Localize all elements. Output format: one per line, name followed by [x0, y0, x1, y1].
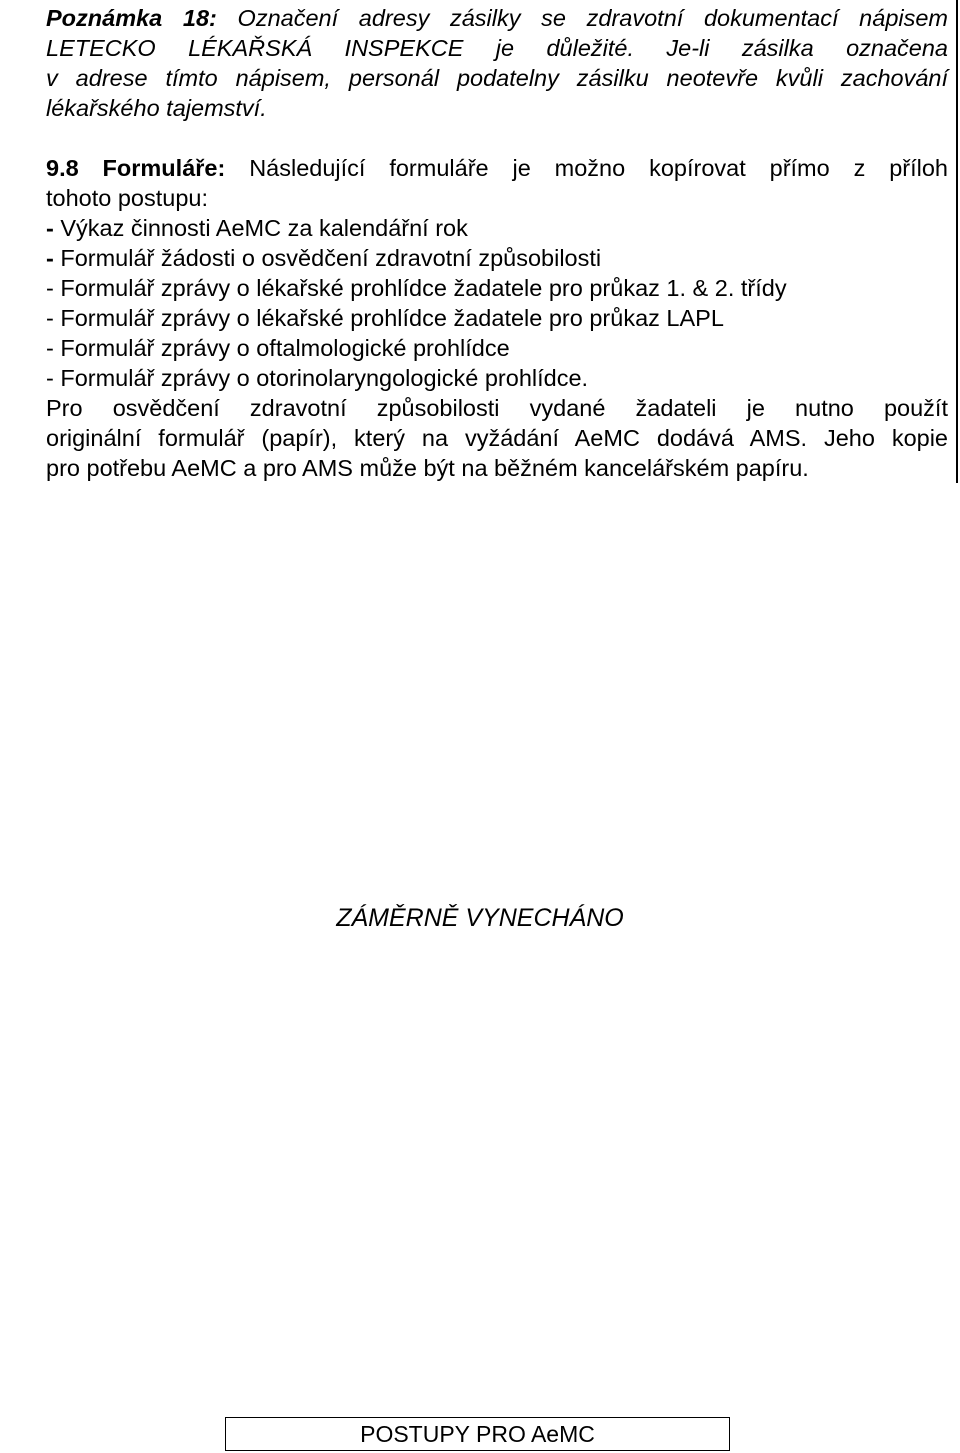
form-list-item: - Formulář zprávy o lékařské prohlídce žadatele pro průkaz 1. & 2. třídy	[46, 275, 787, 301]
closing-line-2: originální formulář (papír), který na vyžádání AeMC dodává AMS. Jeho kopie	[46, 425, 948, 451]
page-footer: POSTUPY PRO AeMC	[225, 1417, 730, 1451]
section-intro-line-2: tohoto postupu:	[46, 185, 209, 211]
section-9-8-forms	[46, 153, 948, 483]
note-label: Poznámka 18:	[46, 5, 217, 31]
section-heading: 9.8 Formuláře:	[46, 155, 226, 181]
note-line-3: v adrese tímto nápisem, personál podatelny zásilku neotevře kvůli zachování	[46, 65, 948, 91]
note-line-4: lékařského tajemství.	[46, 95, 267, 121]
right-margin-rule	[956, 0, 958, 483]
form-list-item: - Formulář zprávy o lékařské prohlídce žadatele pro průkaz LAPL	[46, 305, 724, 331]
form-list-item: - Výkaz činnosti AeMC za kalendářní rok	[46, 215, 468, 241]
closing-line-3: pro potřebu AeMC a pro AMS může být na běžném kancelářském papíru.	[46, 455, 809, 481]
form-list-item: - Formulář žádosti o osvědčení zdravotní způsobilosti	[46, 245, 602, 271]
form-list-item: - Formulář zprávy o otorinolaryngologické prohlídce.	[46, 365, 589, 391]
intentionally-omitted-notice: ZÁMĚRNĚ VYNECHÁNO	[336, 904, 624, 932]
note-line-2: LETECKO LÉKAŘSKÁ INSPEKCE je důležité. Je-li zásilka označena	[46, 35, 948, 61]
note-line-1: Poznámka 18: Označení adresy zásilky se zdravotní dokumentací nápisem	[46, 5, 948, 31]
section-intro-line-1: 9.8 Formuláře: Následující formuláře je možno kopírovat přímo z příloh	[46, 155, 949, 181]
note-18	[46, 3, 948, 123]
closing-line-1: Pro osvědčení zdravotní způsobilosti vydané žadateli je nutno použít	[46, 395, 948, 421]
form-list-item: - Formulář zprávy o oftalmologické prohlídce	[46, 335, 510, 361]
